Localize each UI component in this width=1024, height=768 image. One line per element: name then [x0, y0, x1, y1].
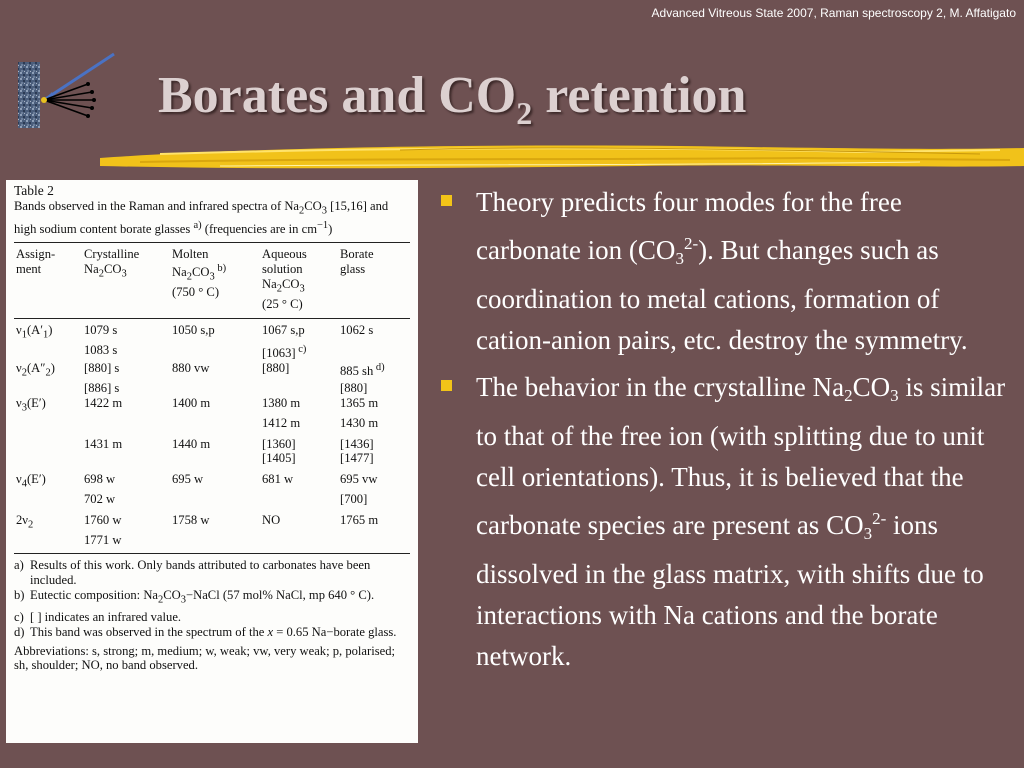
cell-crystalline: 698 w	[84, 471, 116, 486]
footnote-a: a) Results of this work. Only bands attributed to carbonates have been included.	[14, 558, 371, 587]
cell-molten: 1050 s,p	[172, 323, 215, 338]
table-row	[14, 381, 410, 396]
table-row	[14, 361, 410, 381]
cell-crystalline: 702 w	[84, 491, 116, 506]
cell-crystalline: [880] s	[84, 361, 120, 376]
cell-borate: 695 vw	[340, 471, 378, 486]
table-rule-header	[14, 318, 410, 319]
cell-assignment: $2\nu_2$	[16, 512, 34, 531]
slide-title: Borates and $CO_2$ retention	[158, 67, 747, 131]
cell-borate: [700]	[340, 491, 368, 506]
cell-molten: 695 w	[172, 471, 204, 486]
cell-borate: 885 sh $^{d)}$	[340, 362, 385, 379]
glass-particle-arrow-icon	[14, 48, 124, 138]
cell-aqueous: [880]	[262, 361, 290, 376]
square-bullet-icon	[441, 380, 452, 391]
table-header-row	[14, 247, 410, 315]
cell-aqueous: 1067 s,p	[262, 323, 305, 338]
cell-borate: [880]	[340, 381, 368, 396]
cell-aqueous: [1360]	[262, 436, 296, 451]
col-header-crystalline: Crystalline $Na_2CO_3$	[84, 247, 140, 280]
table-row	[14, 451, 410, 466]
bullet-item: Theory predicts four modes for the free carbonate ion $(CO_3^{2-})$. But changes such as coordination to metal cations, formation of cation-anion pairs, etc. destroy the symmetry.	[438, 182, 1008, 361]
footnote-b: b) Eutectic composition: $Na_2CO_3-NaCl$ (57 mol% NaCl, mp 640 ° C).	[14, 588, 375, 606]
cell-assignment: $\nu_3(E')$	[16, 395, 46, 414]
table-row	[14, 416, 410, 431]
raman-bands-table	[6, 180, 418, 743]
cell-borate: 1765 m	[340, 512, 379, 527]
cell-molten: 1440 m	[172, 436, 211, 451]
square-bullet-icon	[441, 195, 452, 206]
cell-borate: [1477]	[340, 451, 374, 466]
cell-assignment: $\nu_4(E')$	[16, 471, 46, 490]
table-row	[14, 492, 410, 507]
table-row	[14, 533, 410, 548]
table-abbreviations: Abbreviations: s, strong; m, medium; w, weak; vw, very weak; p, polarised; sh, shoulder; NO, no band observed.	[14, 643, 396, 673]
footnote-d: d) This band was observed in the spectrum of the x = 0.65 Na−borate glass.	[14, 625, 397, 640]
cell-borate: 1430 m	[340, 416, 379, 431]
col-header-assignment: Assign- ment	[16, 247, 56, 277]
cell-borate: 1365 m	[340, 395, 379, 410]
cell-assignment: $\nu_1(A'_1)$	[16, 323, 53, 341]
footnote-c: c) [ ] indicates an infrared value.	[14, 609, 182, 624]
cell-aqueous: 681 w	[262, 471, 294, 486]
table-row	[14, 323, 410, 343]
table-rule-top	[14, 242, 410, 243]
table-caption: Bands observed in the Raman and infrared spectra of $Na_2CO_3$ [15,16] and high sodium content borate glasses $^{a)}$ (frequencies are in $cm^{-1}$)	[14, 198, 389, 236]
bullet-list	[438, 182, 1008, 683]
cell-crystalline: [886] s	[84, 381, 120, 396]
cell-molten: 1758 w	[172, 512, 210, 527]
col-header-borate: Borate glass	[340, 247, 374, 277]
col-header-aqueous: Aqueous solution $Na_2CO_3$ (25 ° C)	[262, 247, 307, 311]
cell-assignment: $\nu_2(A''_2)$	[16, 361, 55, 379]
table-row	[14, 396, 410, 416]
table-label: Table 2	[14, 183, 54, 198]
table-row	[14, 507, 410, 533]
bands-table	[14, 247, 410, 547]
cell-crystalline: 1431 m	[84, 436, 123, 451]
cell-borate: 1062 s	[340, 323, 374, 338]
cell-crystalline: 1760 w	[84, 512, 122, 527]
cell-aqueous: [1063] $^{c)}$	[262, 344, 307, 361]
cell-aqueous: [1405]	[262, 451, 296, 466]
col-header-molten: Molten $Na_2CO_3$ $^{b)}$ (750 ° C)	[172, 247, 227, 300]
cell-aqueous: 1412 m	[262, 416, 301, 431]
cell-aqueous: NO	[262, 512, 281, 527]
cell-aqueous: 1380 m	[262, 395, 301, 410]
table-rule-bottom	[14, 553, 410, 554]
cell-borate: [1436]	[340, 436, 374, 451]
table-row	[14, 466, 410, 492]
cell-molten: 1400 m	[172, 395, 211, 410]
cell-crystalline: 1083 s	[84, 343, 118, 358]
bullet-item: The behavior in the crystalline $Na_2CO_3$ is similar to that of the free ion (with splitting due to unit cell orientations). Thus, it is believed that the carbonate species are present as $CO_3^{2-}$ ions dissolved in the glass matrix, with shifts due to interactions with Na cations and the borate network.	[438, 367, 1008, 677]
cell-crystalline: 1079 s	[84, 323, 118, 338]
cell-crystalline: 1771 w	[84, 532, 122, 547]
brush-stroke-divider	[100, 136, 1024, 176]
header-credit: Advanced Vitreous State 2007, Raman spectroscopy 2, M. Affatigato	[651, 6, 1016, 20]
cell-molten: 880 vw	[172, 361, 210, 376]
cell-crystalline: 1422 m	[84, 395, 123, 410]
table-row	[14, 431, 410, 452]
table-row	[14, 343, 410, 361]
